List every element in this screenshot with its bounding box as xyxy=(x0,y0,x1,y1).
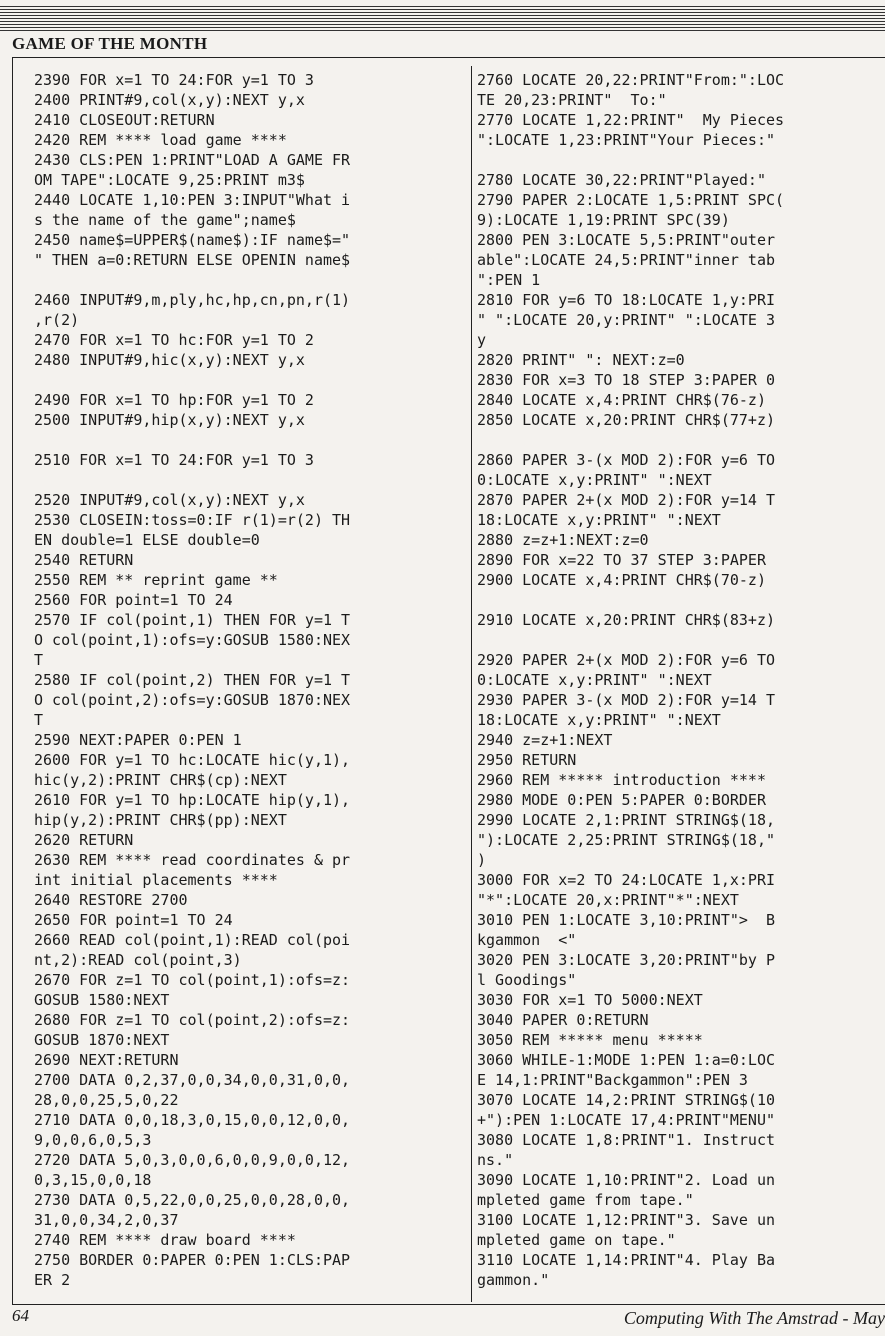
code-line: 3050 REM ***** menu ***** xyxy=(477,1031,703,1049)
code-line: 2550 REM ** reprint game ** xyxy=(34,571,278,589)
code-line: 2400 PRINT#9,col(x,y):NEXT y,x xyxy=(34,91,305,109)
code-line: +"):PEN 1:LOCATE 17,4:PRINT"MENU" xyxy=(477,1111,776,1129)
code-line: 2770 LOCATE 1,22:PRINT" My Pieces xyxy=(477,111,785,129)
code-line: kgammon <" xyxy=(477,931,577,949)
code-line: 2700 DATA 0,2,37,0,0,34,0,0,31,0,0, xyxy=(34,1071,351,1089)
code-line: 2980 MODE 0:PEN 5:PAPER 0:BORDER xyxy=(477,791,766,809)
code-line: 3000 FOR x=2 TO 24:LOCATE 1,x:PRI xyxy=(477,871,776,889)
code-line: 2810 FOR y=6 TO 18:LOCATE 1,y:PRI xyxy=(477,291,776,309)
code-line: 18:LOCATE x,y:PRINT" ":NEXT xyxy=(477,711,721,729)
code-line: 2760 LOCATE 20,22:PRINT"From:":LOC xyxy=(477,71,785,89)
code-line: 2480 INPUT#9,hic(x,y):NEXT y,x xyxy=(34,351,305,369)
code-line: 2650 FOR point=1 TO 24 xyxy=(34,911,233,929)
code-line: 2950 RETURN xyxy=(477,751,577,769)
code-line: 2640 RESTORE 2700 xyxy=(34,891,188,909)
code-line: 2460 INPUT#9,m,ply,hc,hp,cn,pn,r(1) xyxy=(34,291,351,309)
code-line: 18:LOCATE x,y:PRINT" ":NEXT xyxy=(477,511,721,529)
code-line: 2860 PAPER 3-(x MOD 2):FOR y=6 TO xyxy=(477,451,776,469)
code-line: 2420 REM **** load game **** xyxy=(34,131,287,149)
code-line: 2590 NEXT:PAPER 0:PEN 1 xyxy=(34,731,242,749)
code-line: s the name of the game";name$ xyxy=(34,211,296,229)
listing-column-left xyxy=(34,70,468,1290)
code-line: TE 20,23:PRINT" To:" xyxy=(477,91,667,109)
code-line: 2450 name$=UPPER$(name$):IF name$=" xyxy=(34,231,351,249)
code-line xyxy=(477,150,885,170)
code-line: 2670 FOR z=1 TO col(point,1):ofs=z: xyxy=(34,971,351,989)
code-line: " ":LOCATE 20,y:PRINT" ":LOCATE 3 xyxy=(477,311,776,329)
code-line: 2750 BORDER 0:PAPER 0:PEN 1:CLS:PAP xyxy=(34,1251,351,1269)
code-line: ,r(2) xyxy=(34,311,80,329)
code-line xyxy=(477,590,885,610)
code-line: T xyxy=(34,651,44,669)
code-line: 2790 PAPER 2:LOCATE 1,5:PRINT SPC( xyxy=(477,191,785,209)
code-line: 2710 DATA 0,0,18,3,0,15,0,0,12,0,0, xyxy=(34,1111,351,1129)
code-line: hip(y,2):PRINT CHR$(pp):NEXT xyxy=(34,811,287,829)
code-line: gammon." xyxy=(477,1271,550,1289)
code-line: 2800 PEN 3:LOCATE 5,5:PRINT"outer xyxy=(477,231,776,249)
code-line: 9,0,0,6,0,5,3 xyxy=(34,1131,152,1149)
code-line: OM TAPE":LOCATE 9,25:PRINT m3$ xyxy=(34,171,305,189)
code-line: 2780 LOCATE 30,22:PRINT"Played:" xyxy=(477,171,766,189)
code-line: 0,3,15,0,0,18 xyxy=(34,1171,152,1189)
code-line: 2820 PRINT" ": NEXT:z=0 xyxy=(477,351,685,369)
code-line: 2900 LOCATE x,4:PRINT CHR$(70-z) xyxy=(477,571,766,589)
code-line: 2620 RETURN xyxy=(34,831,134,849)
code-line: 31,0,0,34,2,0,37 xyxy=(34,1211,179,1229)
code-line: ns." xyxy=(477,1151,514,1169)
code-line: EN double=1 ELSE double=0 xyxy=(34,531,260,549)
code-line: 2740 REM **** draw board **** xyxy=(34,1231,296,1249)
code-line: 2600 FOR y=1 TO hc:LOCATE hic(y,1), xyxy=(34,751,351,769)
code-line: 3040 PAPER 0:RETURN xyxy=(477,1011,649,1029)
code-line: T xyxy=(34,711,44,729)
code-line: nt,2):READ col(point,3) xyxy=(34,951,242,969)
code-line: 2560 FOR point=1 TO 24 xyxy=(34,591,233,609)
code-line: 2470 FOR x=1 TO hc:FOR y=1 TO 2 xyxy=(34,331,314,349)
code-line: 2960 REM ***** introduction **** xyxy=(477,771,766,789)
code-line: O col(point,1):ofs=y:GOSUB 1580:NEX xyxy=(34,631,351,649)
code-line: 2880 z=z+1:NEXT:z=0 xyxy=(477,531,649,549)
code-line: 3070 LOCATE 14,2:PRINT STRING$(10 xyxy=(477,1091,776,1109)
column-divider xyxy=(471,66,472,1302)
code-line: ER 2 xyxy=(34,1271,71,1289)
code-line: 3060 WHILE-1:MODE 1:PEN 1:a=0:LOC xyxy=(477,1051,776,1069)
code-line: 2530 CLOSEIN:toss=0:IF r(1)=r(2) TH xyxy=(34,511,351,529)
code-line: E 14,1:PRINT"Backgammon":PEN 3 xyxy=(477,1071,748,1089)
code-line: 2660 READ col(point,1):READ col(poi xyxy=(34,931,351,949)
code-line xyxy=(34,270,468,290)
code-line xyxy=(34,430,468,450)
code-line: 2690 NEXT:RETURN xyxy=(34,1051,179,1069)
code-line: 2920 PAPER 2+(x MOD 2):FOR y=6 TO xyxy=(477,651,776,669)
code-line: 3090 LOCATE 1,10:PRINT"2. Load un xyxy=(477,1171,776,1189)
code-line: 2390 FOR x=1 TO 24:FOR y=1 TO 3 xyxy=(34,71,314,89)
code-line: 2440 LOCATE 1,10:PEN 3:INPUT"What i xyxy=(34,191,351,209)
code-line: mpleted game from tape." xyxy=(477,1191,694,1209)
code-line: y xyxy=(477,331,487,349)
code-line: 2930 PAPER 3-(x MOD 2):FOR y=14 T xyxy=(477,691,776,709)
code-line: " THEN a=0:RETURN ELSE OPENIN name$ xyxy=(34,251,351,269)
code-line: GOSUB 1870:NEXT xyxy=(34,1031,170,1049)
publication-name: Computing With The Amstrad - May xyxy=(623,1308,885,1328)
page-number: 64 xyxy=(12,1306,29,1325)
code-line: 2730 DATA 0,5,22,0,0,25,0,0,28,0,0, xyxy=(34,1191,351,1209)
code-line: 2840 LOCATE x,4:PRINT CHR$(76-z) xyxy=(477,391,766,409)
code-line: able":LOCATE 24,5:PRINT"inner tab xyxy=(477,251,776,269)
code-line xyxy=(34,370,468,390)
code-line: 2510 FOR x=1 TO 24:FOR y=1 TO 3 xyxy=(34,451,314,469)
code-line: 2490 FOR x=1 TO hp:FOR y=1 TO 2 xyxy=(34,391,314,409)
code-line: 3110 LOCATE 1,14:PRINT"4. Play Ba xyxy=(477,1251,776,1269)
code-line xyxy=(477,630,885,650)
code-line: 2540 RETURN xyxy=(34,551,134,569)
code-line: 28,0,0,25,5,0,22 xyxy=(34,1091,179,1109)
code-line: hic(y,2):PRINT CHR$(cp):NEXT xyxy=(34,771,287,789)
code-line: 2570 IF col(point,1) THEN FOR y=1 T xyxy=(34,611,351,629)
section-title: GAME OF THE MONTH xyxy=(12,34,213,54)
code-line: ) xyxy=(477,851,487,869)
code-line: 3020 PEN 3:LOCATE 3,20:PRINT"by P xyxy=(477,951,776,969)
code-line: 2520 INPUT#9,col(x,y):NEXT y,x xyxy=(34,491,305,509)
code-line: 2830 FOR x=3 TO 18 STEP 3:PAPER 0 xyxy=(477,371,776,389)
header-rule-lines xyxy=(0,6,885,32)
code-line: 3030 FOR x=1 TO 5000:NEXT xyxy=(477,991,703,1009)
code-line: "*":LOCATE 20,x:PRINT"*":NEXT xyxy=(477,891,739,909)
listing-column-right xyxy=(477,70,885,1290)
code-line: "):LOCATE 2,25:PRINT STRING$(18," xyxy=(477,831,776,849)
code-line: 0:LOCATE x,y:PRINT" ":NEXT xyxy=(477,671,712,689)
code-line xyxy=(477,430,885,450)
code-line: 3080 LOCATE 1,8:PRINT"1. Instruct xyxy=(477,1131,776,1149)
code-line: 2870 PAPER 2+(x MOD 2):FOR y=14 T xyxy=(477,491,776,509)
code-line: 2430 CLS:PEN 1:PRINT"LOAD A GAME FR xyxy=(34,151,351,169)
code-line: int initial placements **** xyxy=(34,871,278,889)
code-line: mpleted game on tape." xyxy=(477,1231,676,1249)
code-line: l Goodings" xyxy=(477,971,577,989)
code-line: 2580 IF col(point,2) THEN FOR y=1 T xyxy=(34,671,351,689)
code-line: 2890 FOR x=22 TO 37 STEP 3:PAPER xyxy=(477,551,766,569)
code-line: 0:LOCATE x,y:PRINT" ":NEXT xyxy=(477,471,712,489)
code-line: 3010 PEN 1:LOCATE 3,10:PRINT"> B xyxy=(477,911,776,929)
code-line: 2850 LOCATE x,20:PRINT CHR$(77+z) xyxy=(477,411,776,429)
code-line: 3100 LOCATE 1,12:PRINT"3. Save un xyxy=(477,1211,776,1229)
code-line: 2990 LOCATE 2,1:PRINT STRING$(18, xyxy=(477,811,776,829)
code-line: 9):LOCATE 1,19:PRINT SPC(39) xyxy=(477,211,730,229)
code-line: 2410 CLOSEOUT:RETURN xyxy=(34,111,215,129)
code-line: 2630 REM **** read coordinates & pr xyxy=(34,851,351,869)
code-line: 2720 DATA 5,0,3,0,0,6,0,0,9,0,0,12, xyxy=(34,1151,351,1169)
code-line: 2680 FOR z=1 TO col(point,2):ofs=z: xyxy=(34,1011,351,1029)
code-line: O col(point,2):ofs=y:GOSUB 1870:NEX xyxy=(34,691,351,709)
code-line xyxy=(34,470,468,490)
code-line: 2610 FOR y=1 TO hp:LOCATE hip(y,1), xyxy=(34,791,351,809)
code-line: 2910 LOCATE x,20:PRINT CHR$(83+z) xyxy=(477,611,776,629)
code-line: GOSUB 1580:NEXT xyxy=(34,991,170,1009)
code-line: 2500 INPUT#9,hip(x,y):NEXT y,x xyxy=(34,411,305,429)
code-line: ":LOCATE 1,23:PRINT"Your Pieces:" xyxy=(477,131,776,149)
code-line: 2940 z=z+1:NEXT xyxy=(477,731,613,749)
code-line: ":PEN 1 xyxy=(477,271,541,289)
